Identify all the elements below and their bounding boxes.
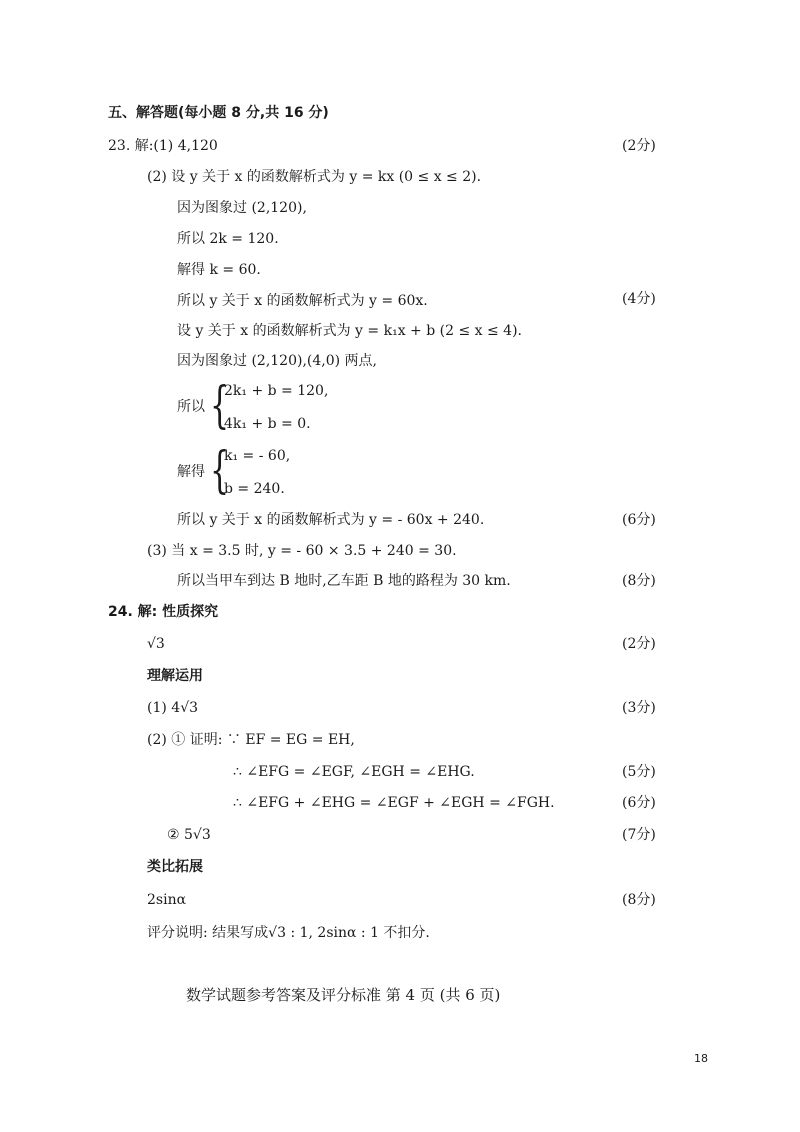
q23-part3-conclusion: 所以当甲车到达 B 地时,乙车距 B 地的路程为 30 km. xyxy=(177,573,511,589)
score-q24-5: (5分) xyxy=(622,764,656,780)
score-q23-8: (8分) xyxy=(622,573,656,589)
q24-line-angles2: ∴ ∠EFG + ∠EHG = ∠EGF + ∠EGH = ∠FGH. xyxy=(233,795,555,811)
q24-part2-answer2: ② 5√3 xyxy=(167,827,211,843)
system2-prefix: 解得 xyxy=(177,464,205,480)
q23-line-2k: 所以 2k = 120. xyxy=(177,231,279,247)
q23-line-k: 解得 k = 60. xyxy=(177,262,261,278)
heading-understand-apply: 理解运用 xyxy=(147,668,203,684)
system2-eq1: k₁ = - 60, xyxy=(224,448,291,464)
q24-answer-sin: 2sinα xyxy=(147,892,187,908)
score-q24-6: (6分) xyxy=(622,795,656,811)
score-q23-4: (4分) xyxy=(622,291,656,307)
q24-part2-proof: (2) ① 证明: ∵ EF = EG = EH, xyxy=(147,732,355,748)
q23-line-result2: 所以 y 关于 x 的函数解析式为 y = - 60x + 240. xyxy=(177,512,485,528)
q24-label: 24. 解: 性质探究 xyxy=(108,604,219,620)
scoring-note: 评分说明: 结果写成√3 : 1, 2sinα : 1 不扣分. xyxy=(147,925,430,941)
page-number: 18 xyxy=(694,1052,708,1065)
page-footer: 数学试题参考答案及评分标准 第 4 页 (共 6 页) xyxy=(186,986,501,1004)
score-q23-6: (6分) xyxy=(622,512,656,528)
score-q24-2: (2分) xyxy=(622,636,656,652)
left-brace-icon: { xyxy=(210,376,230,434)
system1-prefix: 所以 xyxy=(177,399,205,415)
left-brace-icon: { xyxy=(210,441,230,499)
q24-answer-sqrt3: √3 xyxy=(147,636,165,652)
section-heading: 五、解答题(每小题 8 分,共 16 分) xyxy=(108,105,329,121)
score-q24-8: (8分) xyxy=(622,892,656,908)
score-q24-3: (3分) xyxy=(622,700,656,716)
q24-part1: (1) 4√3 xyxy=(147,700,199,716)
q23-part3: (3) 当 x = 3.5 时, y = - 60 × 3.5 + 240 = 30. xyxy=(147,543,457,559)
system2-eq2: b = 240. xyxy=(224,481,285,497)
equation-system-2 xyxy=(177,443,377,503)
score-q23-1: (2分) xyxy=(622,138,656,154)
q23-line-graph1: 因为图象过 (2,120), xyxy=(177,200,307,216)
q24-line-angles1: ∴ ∠EFG = ∠EGF, ∠EGH = ∠EHG. xyxy=(233,764,475,780)
q23-line-set2: 设 y 关于 x 的函数解析式为 y = k₁x + b (2 ≤ x ≤ 4). xyxy=(177,323,522,339)
q23-line-result1: 所以 y 关于 x 的函数解析式为 y = 60x. xyxy=(177,293,428,309)
q23-label: 23. 解:(1) 4,120 xyxy=(108,138,218,154)
equation-system-1 xyxy=(177,378,377,438)
q23-part2-intro: (2) 设 y 关于 x 的函数解析式为 y = kx (0 ≤ x ≤ 2). xyxy=(147,169,482,185)
system1-eq2: 4k₁ + b = 0. xyxy=(224,416,311,432)
q23-line-graph2: 因为图象过 (2,120),(4,0) 两点, xyxy=(177,353,377,369)
score-q24-7: (7分) xyxy=(622,827,656,843)
heading-analogy-extension: 类比拓展 xyxy=(147,859,203,875)
system1-eq1: 2k₁ + b = 120, xyxy=(224,383,329,399)
